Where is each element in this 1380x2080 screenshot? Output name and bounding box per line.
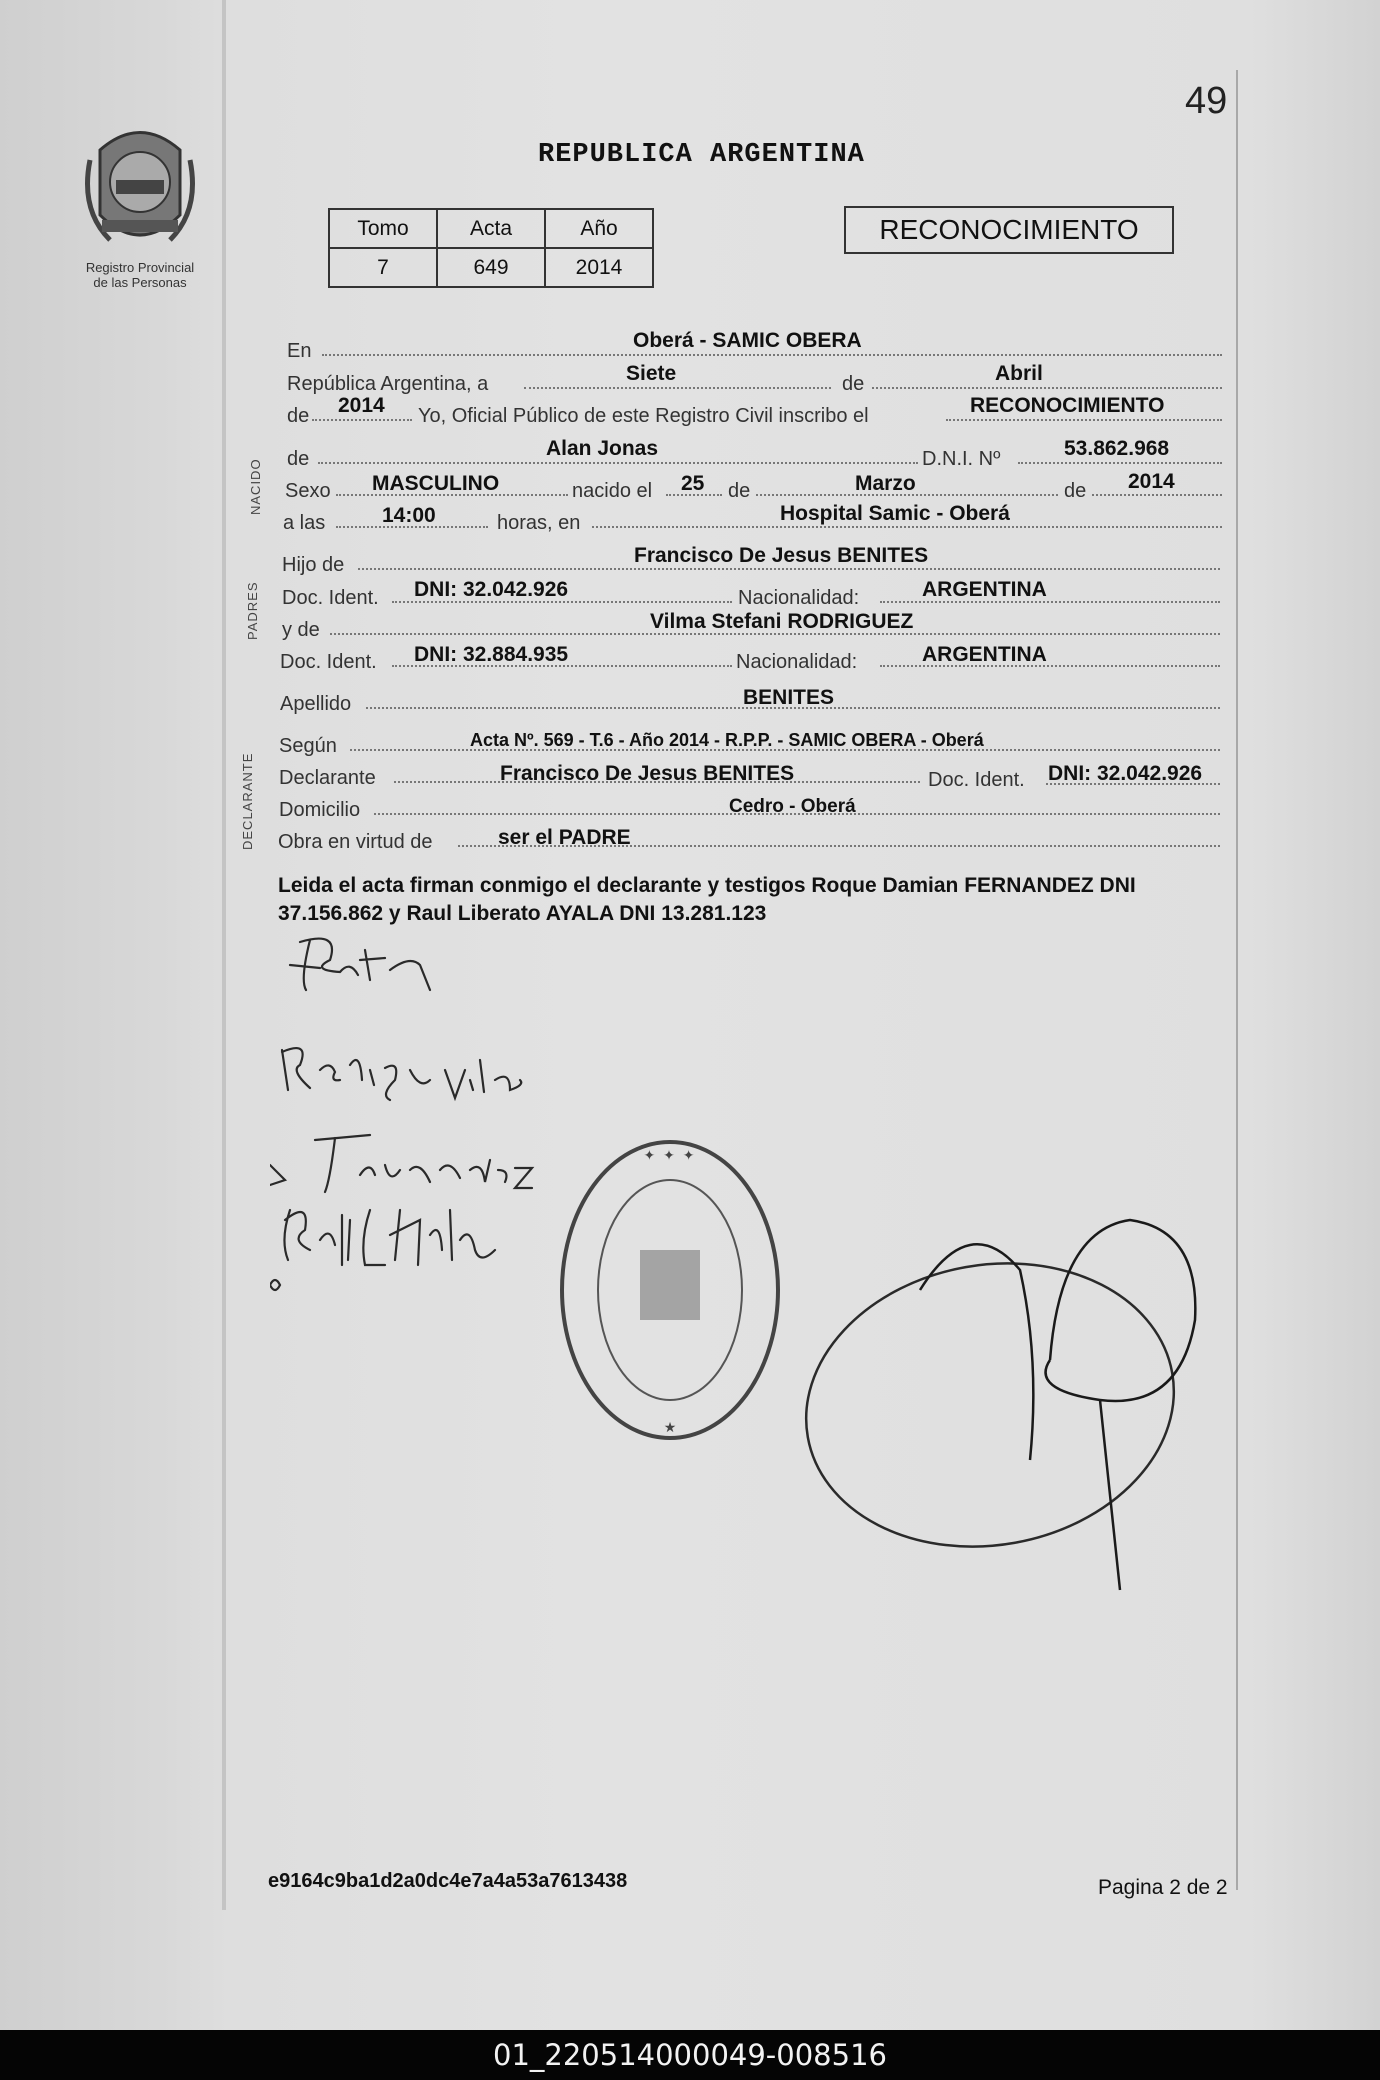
value-hora: 14:00 bbox=[382, 504, 436, 527]
header-anio: Año bbox=[545, 209, 653, 248]
signature-rodriguez bbox=[282, 1048, 521, 1100]
svg-text:★: ★ bbox=[663, 1419, 677, 1435]
value-segun: Acta Nº. 569 - T.6 - Año 2014 - R.P.P. - SAMIC OBERA - Oberá bbox=[470, 730, 984, 750]
dotted-line bbox=[524, 385, 831, 389]
header-tomo: Tomo bbox=[329, 209, 437, 248]
value-dia: Siete bbox=[626, 362, 677, 385]
value-en: Oberá - SAMIC OBERA bbox=[633, 329, 862, 352]
side-label-nacido: NACIDO bbox=[248, 458, 263, 515]
label-nac-madre: Nacionalidad: bbox=[736, 651, 858, 673]
label-republica: República Argentina, a bbox=[287, 373, 489, 395]
value-doc-madre: DNI: 32.884.935 bbox=[414, 643, 569, 666]
value-anio: 2014 bbox=[545, 248, 653, 287]
value-nac-padre: ARGENTINA bbox=[922, 578, 1047, 601]
page-indicator: Pagina 2 de 2 bbox=[1098, 1876, 1228, 1899]
svg-text:✦ ✦ ✦: ✦ ✦ ✦ bbox=[643, 1147, 697, 1163]
side-label-padres: PADRES bbox=[245, 581, 260, 640]
reading-statement: Leida el acta firman conmigo el declarante y testigos Roque Damian FERNANDEZ DNI 37.156.862 y Raul Liberato AYALA DNI 13.281.123 bbox=[278, 874, 1136, 925]
label-y-de: y de bbox=[282, 619, 320, 641]
value-lugar: Hospital Samic - Oberá bbox=[780, 502, 1010, 525]
provincial-crest-icon bbox=[80, 120, 200, 260]
value-mes: Abril bbox=[995, 362, 1043, 385]
delegate-stamp bbox=[800, 1210, 1220, 1610]
label-doc-declarante: Doc. Ident. bbox=[928, 769, 1025, 791]
value-acto: RECONOCIMIENTO bbox=[970, 394, 1165, 417]
value-nacido-dia: 25 bbox=[681, 472, 705, 495]
round-official-stamp bbox=[550, 1130, 790, 1450]
label-sexo: Sexo bbox=[285, 480, 331, 502]
crest-caption: Registro Provincial de las Personas bbox=[85, 260, 195, 290]
value-declarante: Francisco De Jesus BENITES bbox=[500, 762, 795, 785]
value-sexo: MASCULINO bbox=[372, 472, 500, 495]
value-doc-padre: DNI: 32.042.926 bbox=[414, 578, 569, 601]
value-nacido-mes: Marzo bbox=[855, 472, 916, 495]
label-de-mes: de bbox=[842, 373, 865, 395]
signature-fernandez bbox=[270, 1135, 532, 1192]
value-apellido: BENITES bbox=[743, 686, 835, 709]
value-doc-declarante: DNI: 32.042.926 bbox=[1048, 762, 1203, 785]
label-de-nombre: de bbox=[287, 448, 310, 470]
label-doc-padre: Doc. Ident. bbox=[282, 587, 379, 609]
label-apellido: Apellido bbox=[280, 693, 352, 715]
document-hash: e9164c9ba1d2a0dc4e7a4a53a7613438 bbox=[268, 1870, 628, 1892]
label-nac-padre: Nacionalidad: bbox=[738, 587, 860, 609]
label-declarante: Declarante bbox=[279, 767, 376, 789]
value-nacido-anio: 2014 bbox=[1128, 470, 1175, 493]
value-dni: 53.862.968 bbox=[1064, 437, 1170, 460]
country-title: REPUBLICA ARGENTINA bbox=[538, 140, 865, 170]
value-nombre: Alan Jonas bbox=[546, 437, 659, 460]
file-id-bar: 01_220514000049-008516 bbox=[0, 2030, 1380, 2080]
label-segun: Según bbox=[279, 735, 337, 757]
label-obra: Obra en virtud de bbox=[278, 831, 433, 853]
value-nac-madre: ARGENTINA bbox=[922, 643, 1047, 666]
value-madre: Vilma Stefani RODRIGUEZ bbox=[650, 610, 914, 633]
value-acta: 649 bbox=[437, 248, 545, 287]
side-label-declarante: DECLARANTE bbox=[240, 752, 255, 850]
label-dni: D.N.I. Nº bbox=[922, 448, 1001, 470]
label-nacido-mes: de bbox=[728, 480, 751, 502]
label-en: En bbox=[287, 340, 312, 362]
register-table bbox=[328, 208, 654, 288]
label-de-anio: de bbox=[287, 405, 310, 427]
label-domicilio: Domicilio bbox=[279, 799, 361, 821]
header-acta: Acta bbox=[437, 209, 545, 248]
label-hijo-de: Hijo de bbox=[282, 554, 345, 576]
dotted-line bbox=[872, 385, 1222, 389]
label-nacido: nacido el bbox=[572, 480, 653, 502]
label-hora: a las bbox=[283, 512, 326, 534]
act-type-box: RECONOCIMIENTO bbox=[844, 206, 1174, 254]
page-number: 49 bbox=[1185, 80, 1228, 122]
label-oficial: Yo, Oficial Público de este Registro Civil inscribo el bbox=[418, 405, 869, 427]
value-anio-acta: 2014 bbox=[338, 394, 385, 417]
signature-ayala bbox=[284, 1210, 495, 1265]
value-padre: Francisco De Jesus BENITES bbox=[634, 544, 929, 567]
value-obra: ser el PADRE bbox=[498, 826, 631, 849]
label-doc-madre: Doc. Ident. bbox=[280, 651, 377, 673]
label-nacido-anio: de bbox=[1064, 480, 1087, 502]
label-lugar: horas, en bbox=[497, 512, 581, 534]
value-tomo: 7 bbox=[329, 248, 437, 287]
signature-benites bbox=[290, 939, 430, 990]
value-domicilio: Cedro - Oberá bbox=[729, 796, 856, 817]
